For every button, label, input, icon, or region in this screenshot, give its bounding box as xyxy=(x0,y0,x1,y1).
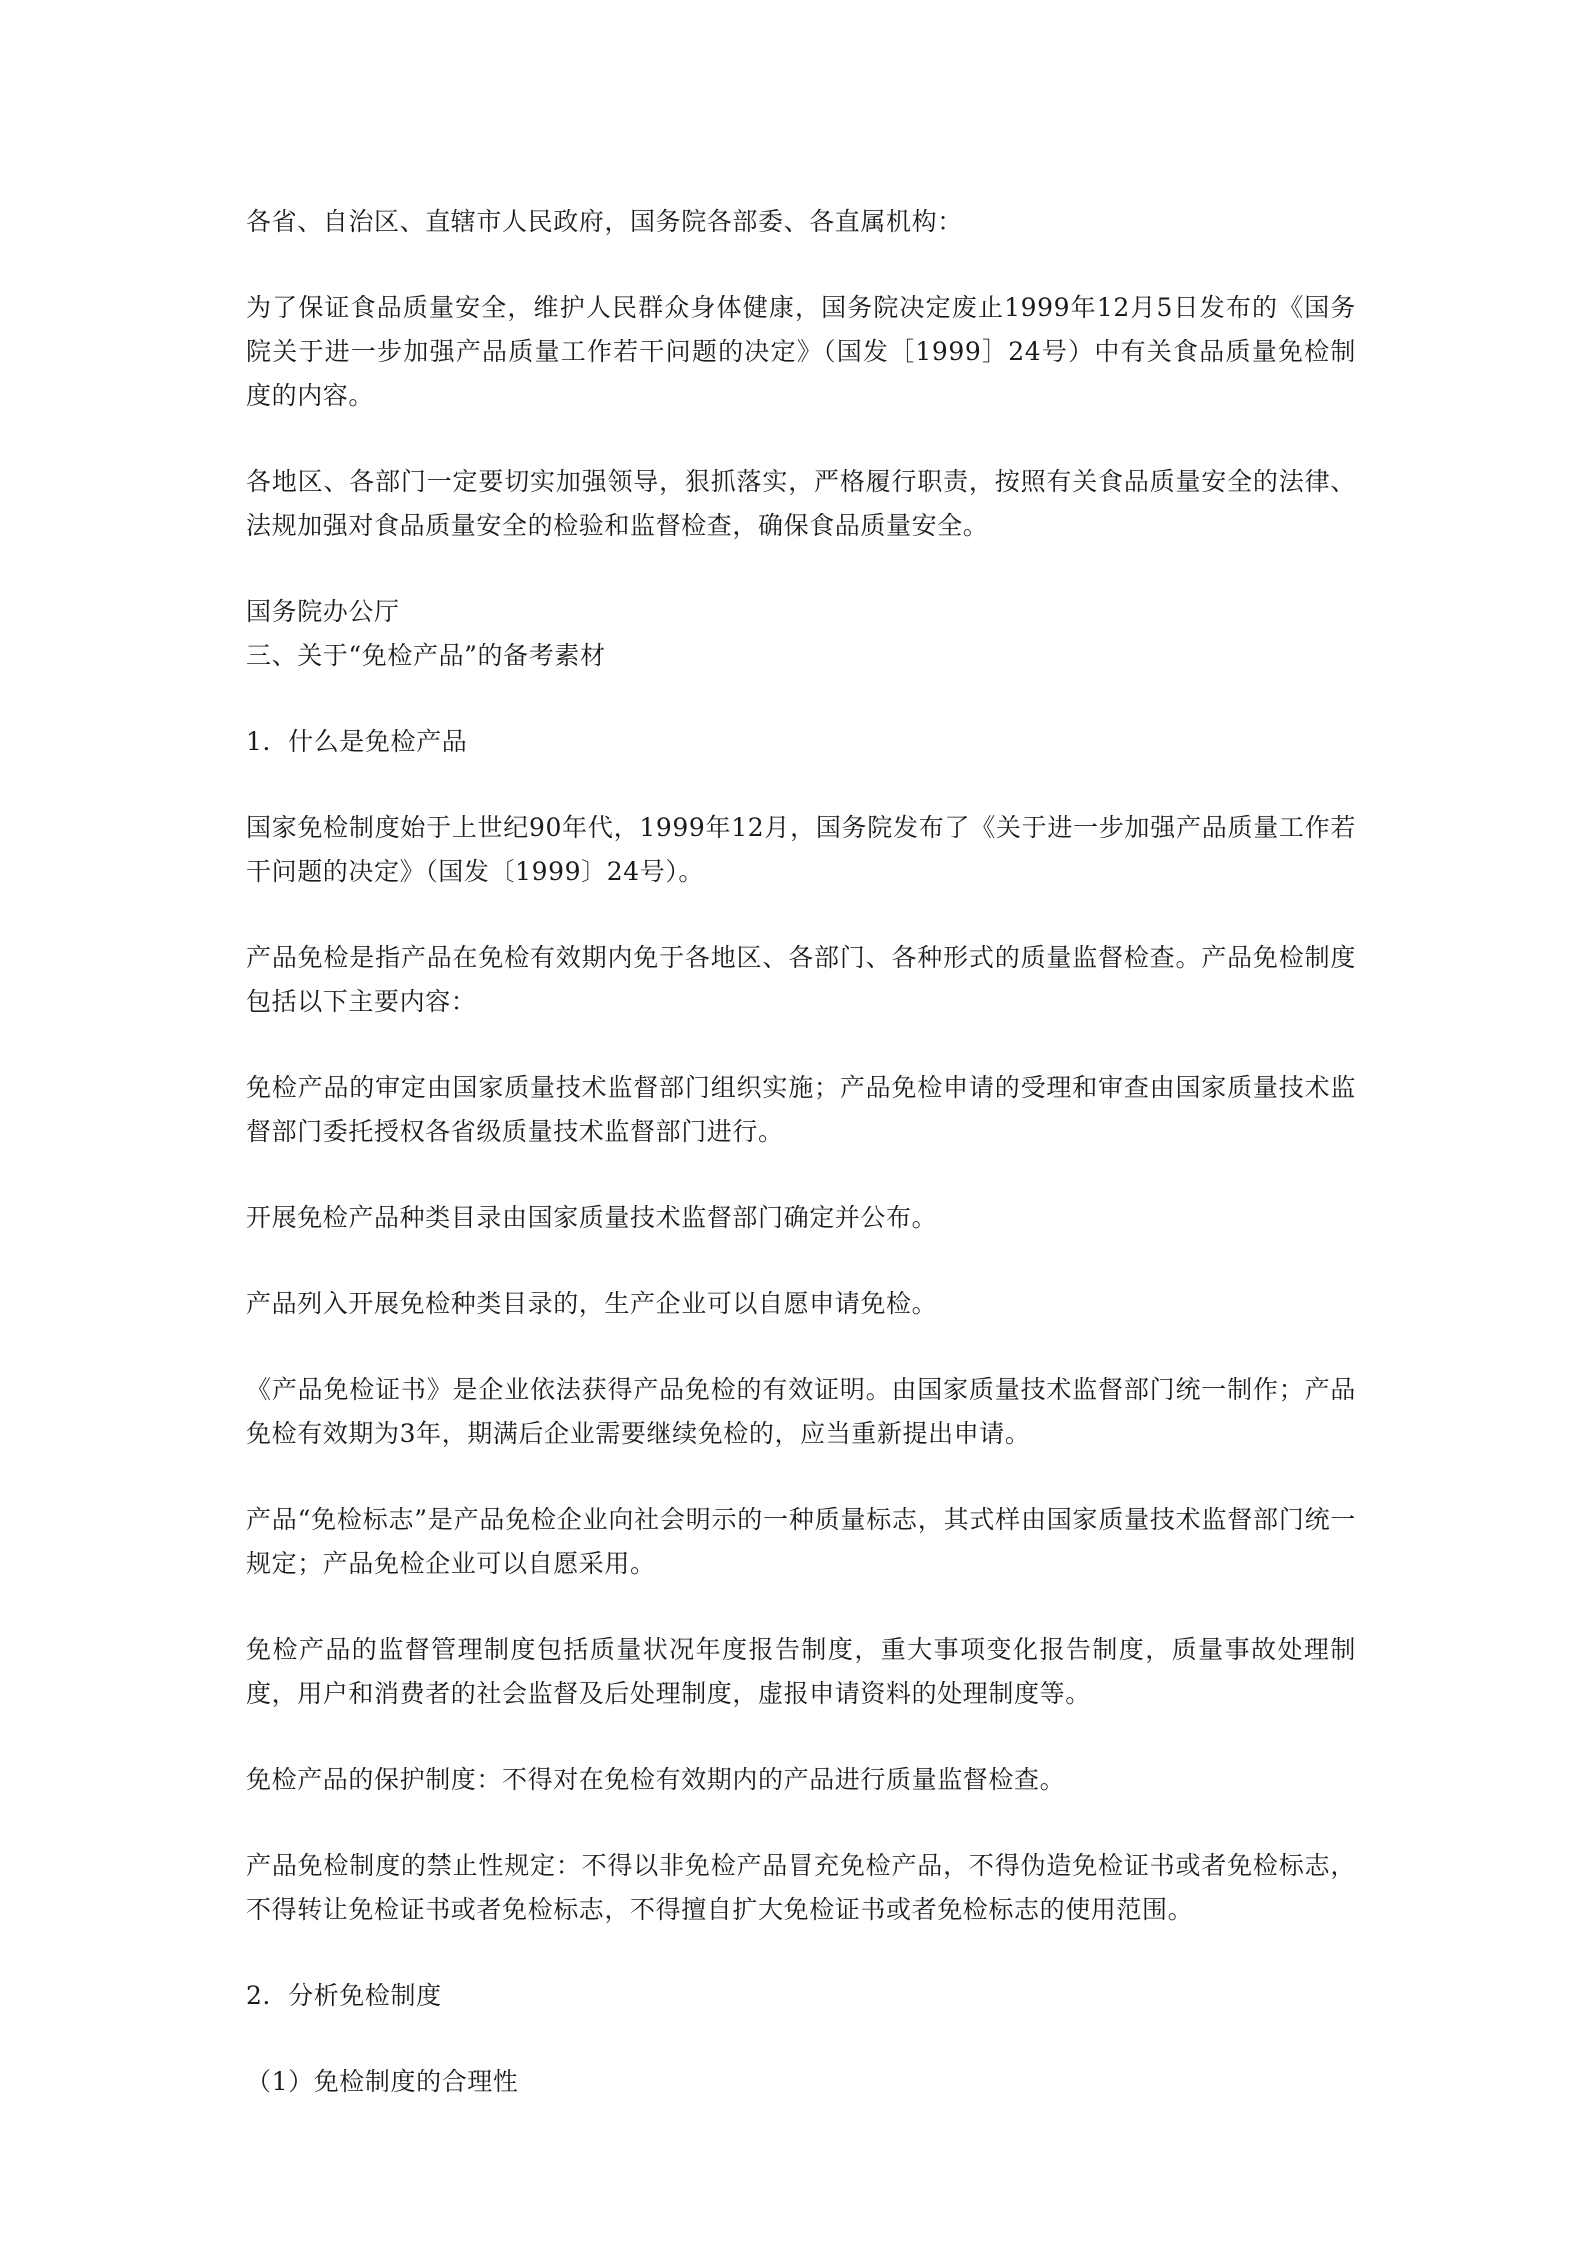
paragraph-application: 产品列入开展免检种类目录的，生产企业可以自愿申请免检。 xyxy=(246,1289,938,1318)
paragraph-decision: 为了保证食品质量安全，维护人民群众身体健康，国务院决定废止1999年12月5日发布的《国务院关于进一步加强产品质量工作若干问题的决定》（国发［1999］24号）中有关食品质量免检制度的内容。 xyxy=(246,293,1356,410)
paragraph-supervision: 免检产品的监督管理制度包括质量状况年度报告制度，重大事项变化报告制度，质量事故处理制度，用户和消费者的社会监督及后处理制度，虚报申请资料的处理制度等。 xyxy=(246,1635,1356,1708)
paragraph-prohibitions: 产品免检制度的禁止性规定：不得以非免检产品冒充免检产品，不得伪造免检证书或者免检标志，不得转让免检证书或者免检标志，不得擅自扩大免检证书或者免检标志的使用范围。 xyxy=(246,1851,1356,1924)
issuer-signature: 国务院办公厅 xyxy=(246,597,400,626)
paragraph-definition: 产品免检是指产品在免检有效期内免于各地区、各部门、各种形式的质量监督检查。产品免检制度包括以下主要内容： xyxy=(246,943,1356,1016)
subheading-1: 1．什么是免检产品 xyxy=(246,727,468,756)
section-heading-3: 三、关于“免检产品”的备考素材 xyxy=(246,641,606,670)
paragraph-review: 免检产品的审定由国家质量技术监督部门组织实施；产品免检申请的受理和审查由国家质量技术监督部门委托授权各省级质量技术监督部门进行。 xyxy=(246,1073,1356,1146)
paragraph-catalog: 开展免检产品种类目录由国家质量技术监督部门确定并公布。 xyxy=(246,1203,938,1232)
paragraph-history: 国家免检制度始于上世纪90年代，1999年12月，国务院发布了《关于进一步加强产品质量工作若干问题的决定》（国发〔1999〕24号）。 xyxy=(246,813,1356,886)
subheading-2: 2．分析免检制度 xyxy=(246,1981,442,2010)
paragraph-protection: 免检产品的保护制度：不得对在免检有效期内的产品进行质量监督检查。 xyxy=(246,1765,1066,1794)
subheading-2-1: （1）免检制度的合理性 xyxy=(246,2067,519,2096)
document-body xyxy=(246,200,1356,2146)
paragraph-mark: 产品“免检标志”是产品免检企业向社会明示的一种质量标志，其式样由国家质量技术监督部门统一规定；产品免检企业可以自愿采用。 xyxy=(246,1505,1356,1578)
salutation: 各省、自治区、直辖市人民政府，国务院各部委、各直属机构： xyxy=(246,207,963,236)
paragraph-requirements: 各地区、各部门一定要切实加强领导，狠抓落实，严格履行职责，按照有关食品质量安全的法律、法规加强对食品质量安全的检验和监督检查，确保食品质量安全。 xyxy=(246,467,1356,540)
paragraph-certificate: 《产品免检证书》是企业依法获得产品免检的有效证明。由国家质量技术监督部门统一制作；产品免检有效期为3年，期满后企业需要继续免检的，应当重新提出申请。 xyxy=(246,1375,1356,1448)
